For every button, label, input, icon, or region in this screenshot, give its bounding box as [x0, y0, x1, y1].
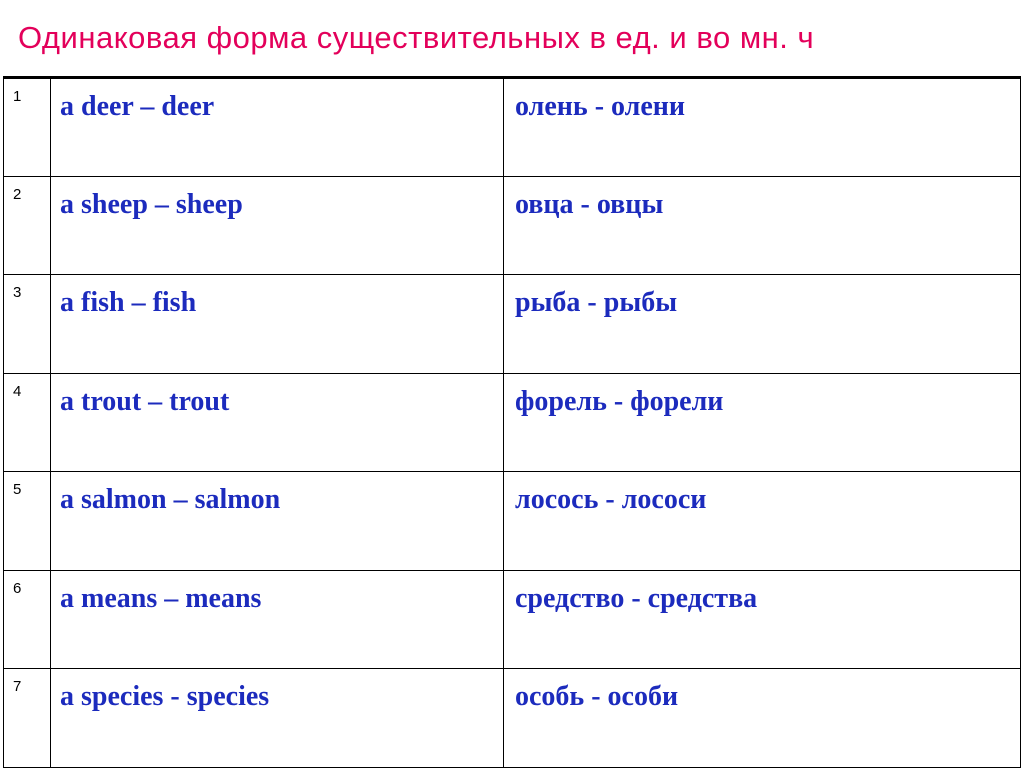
row-number: 2: [4, 176, 51, 275]
english-cell: a sheep – sheep: [51, 176, 504, 275]
english-cell: a fish – fish: [51, 275, 504, 374]
russian-cell: овца - овцы: [504, 176, 1021, 275]
english-cell: a means – means: [51, 570, 504, 669]
table-row: [4, 275, 1021, 374]
table-row: [4, 570, 1021, 669]
row-number: 6: [4, 570, 51, 669]
russian-cell: лосось - лососи: [504, 472, 1021, 571]
table-row: [4, 669, 1021, 768]
row-number: 5: [4, 472, 51, 571]
row-number: 7: [4, 669, 51, 768]
table-row: [4, 78, 1021, 177]
english-cell: a trout – trout: [51, 373, 504, 472]
row-number: 4: [4, 373, 51, 472]
table-row: [4, 472, 1021, 571]
russian-cell: особь - особи: [504, 669, 1021, 768]
russian-cell: средство - средства: [504, 570, 1021, 669]
table-row: [4, 373, 1021, 472]
english-cell: a species - species: [51, 669, 504, 768]
page-title: Одинаковая форма существительных в ед. и во мн. ч: [18, 20, 815, 55]
english-cell: a deer – deer: [51, 78, 504, 177]
table-row: [4, 176, 1021, 275]
russian-cell: форель - форели: [504, 373, 1021, 472]
row-number: 1: [4, 78, 51, 177]
english-cell: a salmon – salmon: [51, 472, 504, 571]
russian-cell: олень - олени: [504, 78, 1021, 177]
row-number: 3: [4, 275, 51, 374]
nouns-table-body: [4, 78, 1021, 768]
nouns-table: [3, 76, 1021, 768]
russian-cell: рыба - рыбы: [504, 275, 1021, 374]
